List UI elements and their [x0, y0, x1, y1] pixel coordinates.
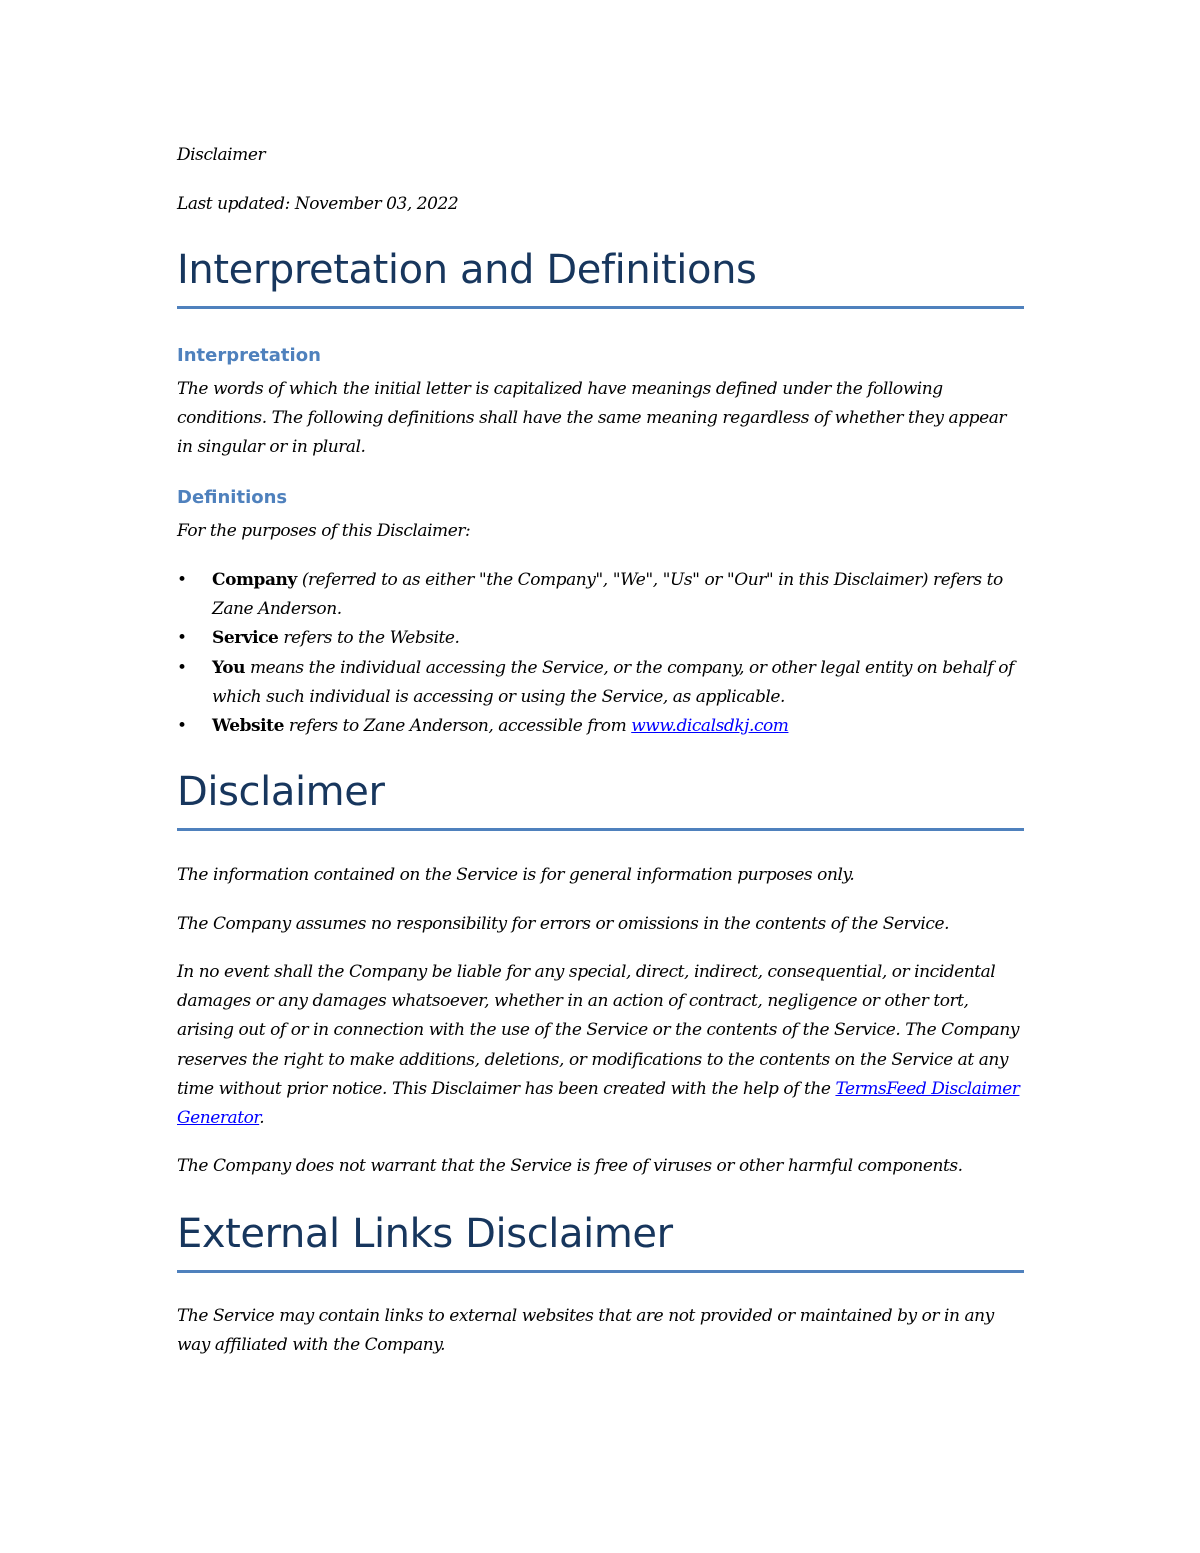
document-title-line: Disclaimer	[177, 145, 266, 165]
website-link[interactable]: www.dicalsdkj.com	[631, 716, 789, 737]
disclaimer-paragraph-3-text: In no event shall the Company be liable for any special, direct, indirect, consequential, or incidental damages or any damages whatsoever, whether in an action of contract, negligence or other tort, arising out of or in connection with the use of the Service or the contents of the Service. The Company reserves the right to make additions, deletions, or modifications to the contents on the Service at any time without prior notice. This Disclaimer has been created with the help of the	[177, 962, 1019, 1099]
heading-interpretation: Interpretation	[177, 345, 321, 366]
heading-definitions: Definitions	[177, 487, 288, 508]
definition-you: means the individual accessing the Service, or the company, or other legal entity on behalf of which such individual is accessing or using the Service, as applicable.	[212, 657, 1014, 707]
term-you: You	[212, 657, 246, 678]
disclaimer-paragraph-3	[177, 958, 1024, 1133]
bullet-icon: •	[177, 628, 187, 649]
list-item-service	[177, 624, 1024, 653]
heading-disclaimer: Disclaimer	[177, 768, 1024, 831]
list-item-company	[177, 566, 1024, 624]
disclaimer-paragraph-3-end: .	[259, 1108, 265, 1129]
list-item-website	[177, 712, 1024, 741]
termsfeed-generator-link[interactable]: TermsFeed Disclaimer Generator	[177, 1078, 1020, 1129]
definition-website: refers to Zane Anderson, accessible from	[283, 716, 632, 737]
disclaimer-paragraph-1: The information contained on the Service is for general information purposes only.	[177, 865, 855, 885]
last-updated-line: Last updated: November 03, 2022	[177, 194, 459, 214]
definitions-list	[177, 566, 1024, 741]
term-service: Service	[212, 628, 279, 649]
term-website: Website	[212, 716, 284, 737]
external-links-paragraph: The Service may contain links to external websites that are not provided or maintained by or in any way affiliated with the Company.	[177, 1306, 994, 1356]
bullet-icon: •	[177, 570, 187, 590]
list-item-you	[177, 654, 1024, 712]
disclaimer-paragraph-4: The Company does not warrant that the Service is free of viruses or other harmful components.	[177, 1156, 963, 1176]
document-page	[177, 0, 1024, 1553]
interpretation-paragraph: The words of which the initial letter is capitalized have meanings defined under the following conditions. The following definitions shall have the same meaning regardless of whether they appear in singular or in plural.	[177, 379, 1007, 458]
definition-service: refers to the Website.	[278, 628, 460, 649]
disclaimer-paragraph-2: The Company assumes no responsibility for errors or omissions in the contents of the Service.	[177, 914, 950, 934]
bullet-icon: •	[177, 657, 187, 678]
heading-interpretation-definitions: Interpretation and Definitions	[177, 246, 1024, 309]
definition-company: (referred to as either "the Company", "We", "Us" or "Our" in this Disclaimer) refers to Zane Anderson.	[212, 570, 1003, 620]
definitions-intro: For the purposes of this Disclaimer:	[177, 521, 471, 541]
term-company: Company	[212, 570, 297, 590]
heading-external-links-disclaimer: External Links Disclaimer	[177, 1210, 1024, 1273]
bullet-icon: •	[177, 716, 187, 737]
